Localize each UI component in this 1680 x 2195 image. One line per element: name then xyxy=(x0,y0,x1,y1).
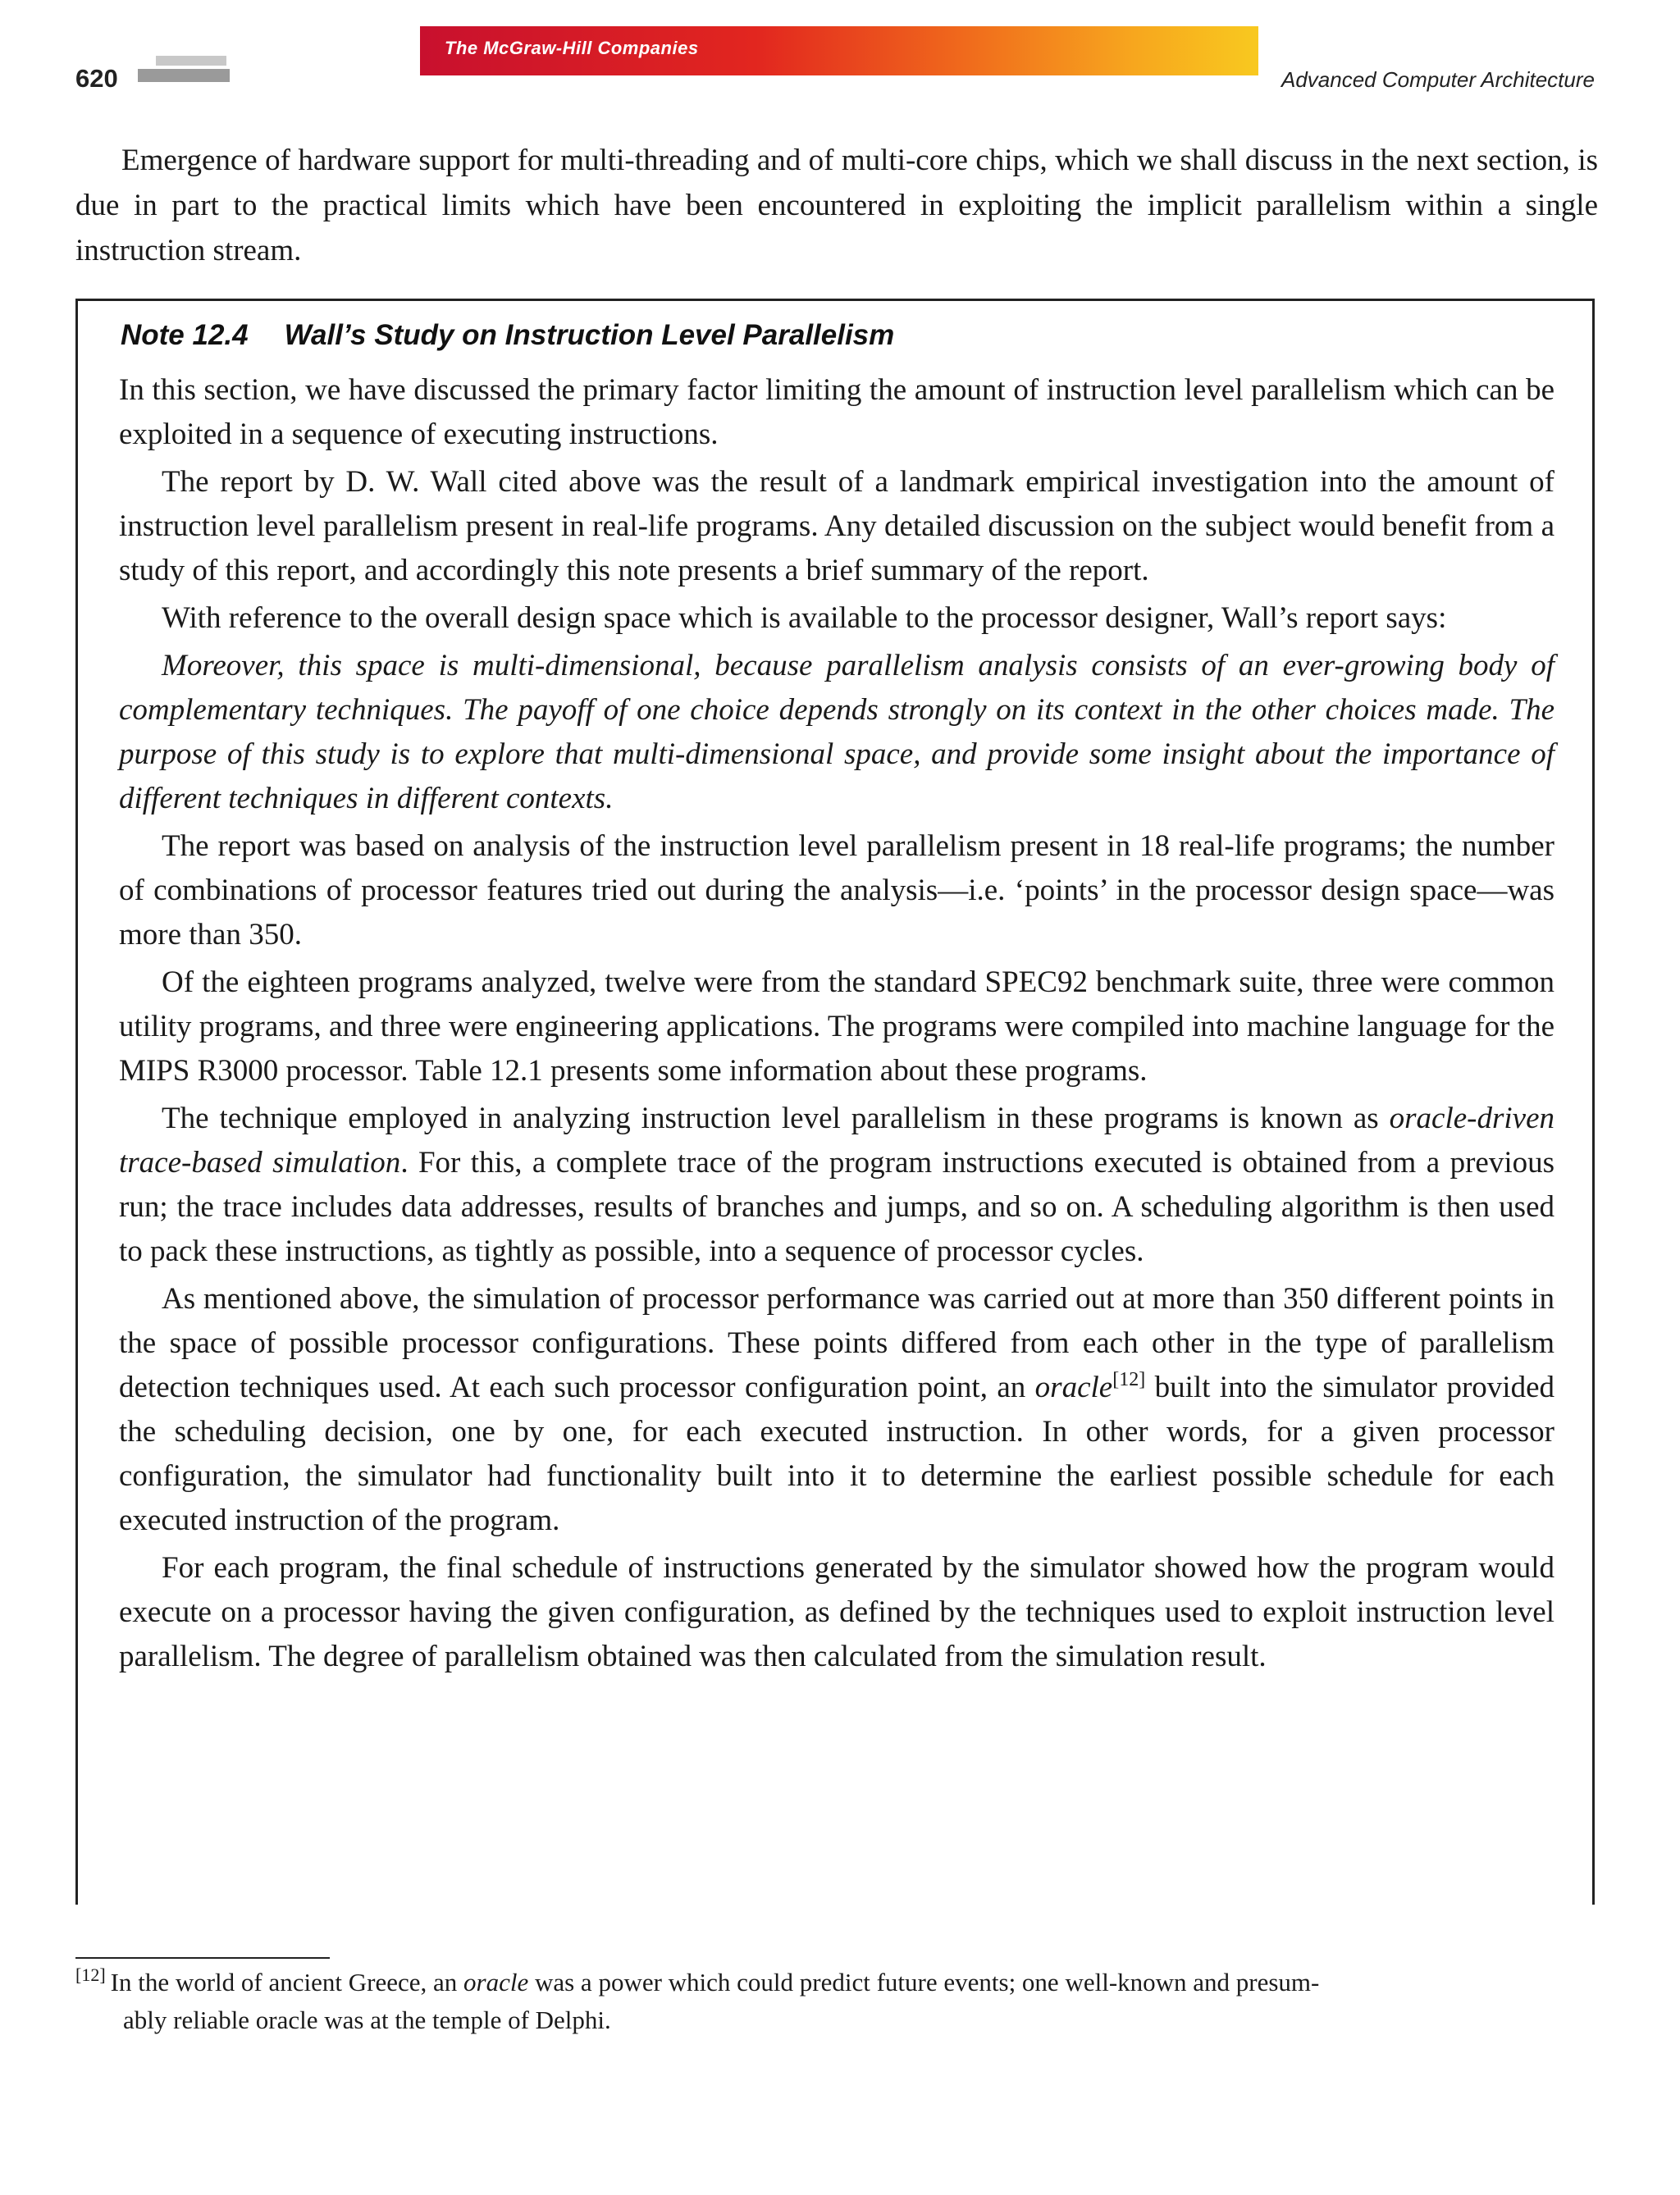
text-run: ably reliable oracle was at the temple of Delphi. xyxy=(123,2006,611,2034)
note-paragraph: For each program, the final schedule of instructions generated by the simulator showed how the program would execute on a processor having the given configuration, as defined by the techniques used to exploit instruction level parallelism. The degree of parallelism obtained was then calculated from the simulation result. xyxy=(119,1551,1554,1673)
text-run: built into the simulator provided the scheduling decision, one by one, for each executed instruction. In other words, for a given processor configuration, the simulator had functionality built into it to determine the earliest possible schedule for each executed instruction of the program. xyxy=(119,1371,1555,1537)
text-run: The technique employed in analyzing instruction level parallelism in these programs is known as xyxy=(162,1102,1390,1135)
note-paragraph: In this section, we have discussed the primary factor limiting the amount of instruction level parallelism which can be exploited in a sequence of executing instructions. xyxy=(119,373,1554,451)
text-run: was a power which could predict future events; one well-known and presum- xyxy=(528,1968,1320,1996)
text-run: As mentioned above, the simulation of processor performance was carried out at more than 350 different points in the space of possible processor configurations. These points differed from each other in the type of parallelism detection techniques used. At each such processor configuration point, an xyxy=(119,1282,1554,1404)
note-paragraph xyxy=(119,1097,1554,1274)
emphasis-term: oracle xyxy=(463,1968,529,1996)
note-paragraph: The report by D. W. Wall cited above was the result of a landmark empirical investigation into the amount of instruction level parallelism present in real-life programs. Any detailed discussion on the subject would benefit from a study of this report, and accordingly this note presents a brief summary of the report. xyxy=(119,465,1554,587)
footnote-divider xyxy=(75,1957,330,1959)
note-title xyxy=(121,319,894,352)
page-number: 620 xyxy=(75,64,118,93)
emphasis-term: oracle-driven trace-based simulation xyxy=(119,1102,1554,1180)
publisher-logo: The McGraw-Hill Companies xyxy=(445,38,699,58)
note-paragraph: Of the eighteen programs analyzed, twelve were from the standard SPEC92 benchmark suite, three were common utility programs, and three were engineering applications. The programs were compiled into machine language for the MIPS R3000 processor. Table 12.1 presents some information about these programs. xyxy=(119,965,1554,1088)
footnote xyxy=(75,1964,1598,2039)
text-run: . For this, a complete trace of the program instructions executed is obtained from a previous run; the trace includes data addresses, results of branches and jumps, and so on. A scheduling algorithm is then used to pack these instructions, as tightly as possible, into a sequence of processor cycles. xyxy=(119,1146,1554,1268)
footnote-reference[interactable]: [12] xyxy=(1112,1369,1146,1390)
note-paragraph: The report was based on analysis of the instruction level parallelism present in 18 real-life programs; the number of combinations of processor features tried out during the analysis—i.e. ‘points’ in the processor design space—was more than 350. xyxy=(119,829,1554,951)
note-number: Note 12.4 xyxy=(121,319,249,351)
note-quote: Moreover, this space is multi-dimensional, because parallelism analysis consists of an ever-growing body of complementary techniques. The payoff of one choice depends strongly on its context in the other choices made. The purpose of this study is to explore that multi-dimensional space, and provide some insight about the importance of different techniques in different contexts. xyxy=(119,649,1554,815)
text-run: In the world of ancient Greece, an xyxy=(110,1968,464,1996)
emphasis-term: oracle xyxy=(1034,1371,1113,1404)
header-decoration-bar xyxy=(138,69,230,82)
note-paragraph xyxy=(119,1277,1554,1543)
note-body xyxy=(119,368,1554,1682)
publisher-banner xyxy=(420,26,1258,75)
header-decoration-bar xyxy=(156,56,226,66)
footnote-mark: [12] xyxy=(75,1965,106,1985)
intro-paragraph: Emergence of hardware support for multi-threading and of multi-core chips, which we shall discuss in the next section, is due in part to the practical limits which have been encountered in exploiting the implicit parallelism within a single instruction stream. xyxy=(75,144,1598,267)
note-box xyxy=(75,299,1595,1905)
running-title: Advanced Computer Architecture xyxy=(1281,67,1595,92)
note-paragraph: With reference to the overall design space which is available to the processor designer, Wall’s report says: xyxy=(162,601,1447,635)
note-heading: Wall’s Study on Instruction Level Parallelism xyxy=(284,319,895,351)
